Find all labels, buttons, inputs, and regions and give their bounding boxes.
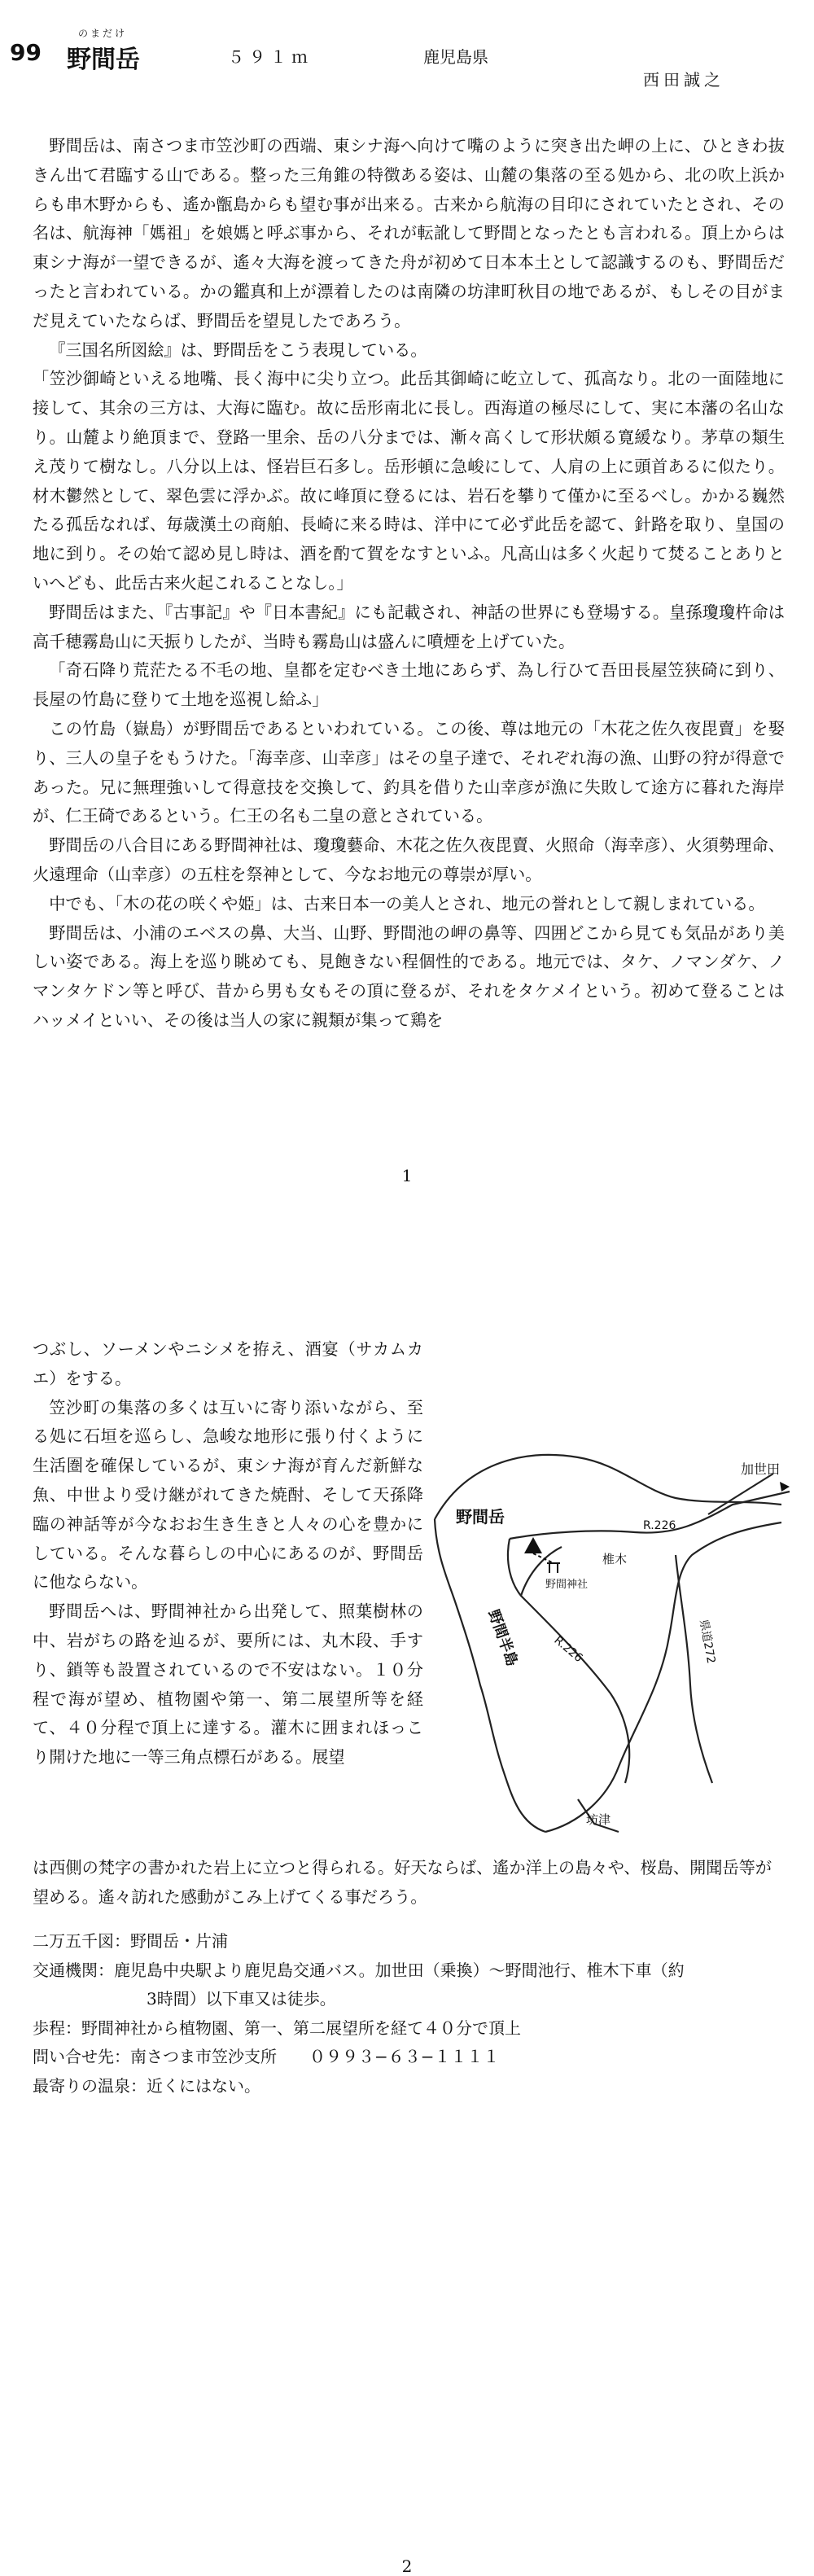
info-block — [33, 1927, 785, 2101]
info-transport-cont: 3時間）以下車又は徒歩。 — [147, 1989, 336, 2009]
prefecture: 鹿児島県 — [423, 47, 488, 67]
article-body-page-1 — [33, 132, 785, 1036]
map-label-road2: R.226 — [551, 1633, 585, 1666]
map-label-bou: 坊津 — [586, 1812, 611, 1827]
article-number: 99 — [10, 39, 42, 66]
route-map — [431, 1441, 806, 1848]
map-label-shiinoki: 椎木 — [602, 1552, 628, 1566]
paragraph: 野間岳は、小浦のエベスの鼻、大当、山野、野間池の岬の鼻等、四囲どこから見ても気品があり美しい姿である。海上を巡り眺めても、見飽きない程個性的である。地元では、タケ、ノマンダケ、ノマンタケドン等と呼び、昔から男も女もその頂に登るが、それをタケメイという。初めて登ることはハッメイといい、その後は当人の家に親類が集って鶏を — [33, 922, 785, 1030]
quote-sangoku: 「笠沙御崎といえる地嘴、長く海中に尖り立つ。此岳其御崎に屹立して、孤高なり。北の一面陸地に接して、其余の三方は、大海に臨む。故に岳形南北に長し。西海道の極尽にして、実に本藩の名山なり。山麓より絶頂まで、登路一里余、岳の八分までは、漸々高くして形状頗る寛緩なり。茅草の類生え茂りて樹なし。八分以上は、怪岩巨石多し。岳形頓に急峻にして、人肩の上に頭首あるに似たり。材木鬱然として、翠色雲に浮かぶ。故に峰頂に登るには、岩石を攀りて僅かに至るべし。かかる巍然たる孤岳なれば、毎歳漢土の商舶、長崎に来る時は、洋中にて必ず此岳を認て、針路を取り、皇国の地に到り。その始て認め見し時は、酒を酌て賀をなすといふ。凡高山は多く火起りて焚ることありといへども、此岳古来火起これることなし。」 — [33, 369, 785, 593]
info-transport: 交通機関：鹿児島中央駅より鹿児島交通バス。加世田（乗換）〜野間池行、椎木下車（約 — [33, 1960, 685, 1980]
title-ruby: のまだけ — [78, 28, 128, 39]
map-label-mountain: 野間岳 — [456, 1507, 505, 1527]
info-contact: 問い合せ先：南さつま市笠沙支所 ０９９３−６３−１１１１ — [33, 2047, 500, 2066]
shrine-icon — [547, 1563, 560, 1573]
info-onsen: 最寄りの温泉：近くにはない。 — [33, 2075, 260, 2096]
paragraph: 野間岳は、南さつま市笠沙町の西端、東シナ海へ向けて嘴のように突き出た岬の上に、ひときわ抜きん出て君臨する山である。整った三角錐の特徴ある姿は、山麓の集落の至る処から、北の吹上浜からも串木野からも、遙か甑島からも望む事が出来る。古来から航海の目印にされていたとされ、その名は、航海神「媽祖」を娘媽と呼ぶ事から、それが転訛して野間となったとも言われる。頂上からは東シナ海が一望できるが、遙々大海を渡ってきた舟が初めて日本本土として認識するのも、野間岳だったと言われている。かの鑑真和上が漂着したのは南隣の坊津町秋目の地であるが、もしその目がまだ見えていたならば、野間岳を望見したであろう。 — [33, 136, 785, 331]
info-map: 二万五千図：野間岳・片浦 — [33, 1931, 228, 1951]
map-label-shrine: 野間神社 — [545, 1579, 589, 1591]
elevation: ５９１ｍ — [228, 47, 313, 67]
paragraph: 「奇石降り荒茫たる不毛の地、皇都を定むべき土地にあらず、為し行ひて吾田長屋笠狭碕に到り、長屋の竹島に登りて土地を巡視し給ふ」 — [33, 660, 785, 710]
paragraph: つぶし、ソーメンやニシメを拵え、酒宴（サカムカエ）をする。 — [33, 1339, 423, 1388]
map-label-ridge: 野間半島 — [484, 1607, 521, 1669]
article-body-page-2 — [33, 1335, 423, 1772]
arrow-icon — [780, 1482, 790, 1492]
road-east — [708, 1474, 773, 1514]
paragraph: 笠沙町の集落の多くは互いに寄り添いながら、至る処に石垣を巡らし、急峻な地形に張り付くように生活圏を確保しているが、東シナ海が育んだ新鮮な魚、中世より受け継がれてきた焼酎、そして天孫降臨の神話等が今なおお生き生きと人々の心を豊かにしている。そんな暮らしの中心にあるのが、野間岳に他ならない。 — [33, 1397, 423, 1592]
summit-triangle-icon — [524, 1537, 542, 1553]
paragraph-continued: は西側の梵字の書かれた岩上に立つと得られる。好天ならば、遙か洋上の島々や、桜島、開聞岳等が望める。遙々訪れた感動がこみ上げてくる事だろう。 — [33, 1858, 772, 1907]
author-name: 西田誠之 — [643, 70, 724, 90]
paragraph: この竹島（嶽島）が野間岳であるといわれている。この後、尊は地元の「木花之佐久夜毘賣」を娶り、三人の皇子をもうけた。「海幸彦、山幸彦」はその皇子達で、それぞれ海の漁、山野の狩が得意であった。兄に無理強いして得意技を交換して、釣具を借りた山幸彦が漁に失敗して途方に暮れた海岸が、仁王碕であるという。仁王の名も二皇の意とされている。 — [33, 718, 785, 826]
mountain-title: 野間岳 — [67, 46, 140, 74]
page-2 — [0, 1286, 814, 2575]
road-r226-south — [521, 1596, 629, 1783]
road-pref-272 — [676, 1555, 712, 1783]
page-number: 2 — [401, 2556, 413, 2576]
map-label-pref-road: 県道272 — [697, 1618, 718, 1665]
map-label-road1: R.226 — [643, 1519, 676, 1532]
page-1 — [0, 0, 814, 1270]
paragraph: 野間岳へは、野間神社から出発して、照葉樹林の中、岩がちの路を辿るが、要所には、丸木段、手すり、鎖等も設置されているので不安はない。１０分程で海が望め、植物園や第一、第二展望所等を経て、４０分程で頂上に達する。灌木に囲まれほっこり開けた地に一等三角点標石がある。展望 — [33, 1601, 423, 1768]
paragraph: 『三国名所図絵』は、野間岳をこう表現している。 — [49, 340, 427, 360]
paragraph: 野間岳はまた、『古事記』や『日本書紀』にも記載され、神話の世界にも登場する。皇孫瓊瓊杵命は高千穂霧島山に天振りしたが、当時も霧島山は盛んに噴煙を上げていた。 — [33, 602, 785, 651]
map-label-kasesa: 加世田 — [741, 1461, 781, 1477]
paragraph: 野間岳の八合目にある野間神社は、瓊瓊藝命、木花之佐久夜毘賣、火照命（海幸彦）、火須勢理命、火遠理命（山幸彦）の五柱を祭神として、今なお地元の尊崇が厚い。 — [33, 835, 785, 884]
info-route: 歩程：野間神社から植物園、第一、第二展望所を経て４０分で頂上 — [33, 2017, 521, 2038]
paragraph: 中でも、「木の花の咲くや姫」は、古来日本一の美人とされ、地元の誉れとして親しまれている。 — [49, 893, 765, 913]
page-number: 1 — [401, 1166, 413, 1185]
